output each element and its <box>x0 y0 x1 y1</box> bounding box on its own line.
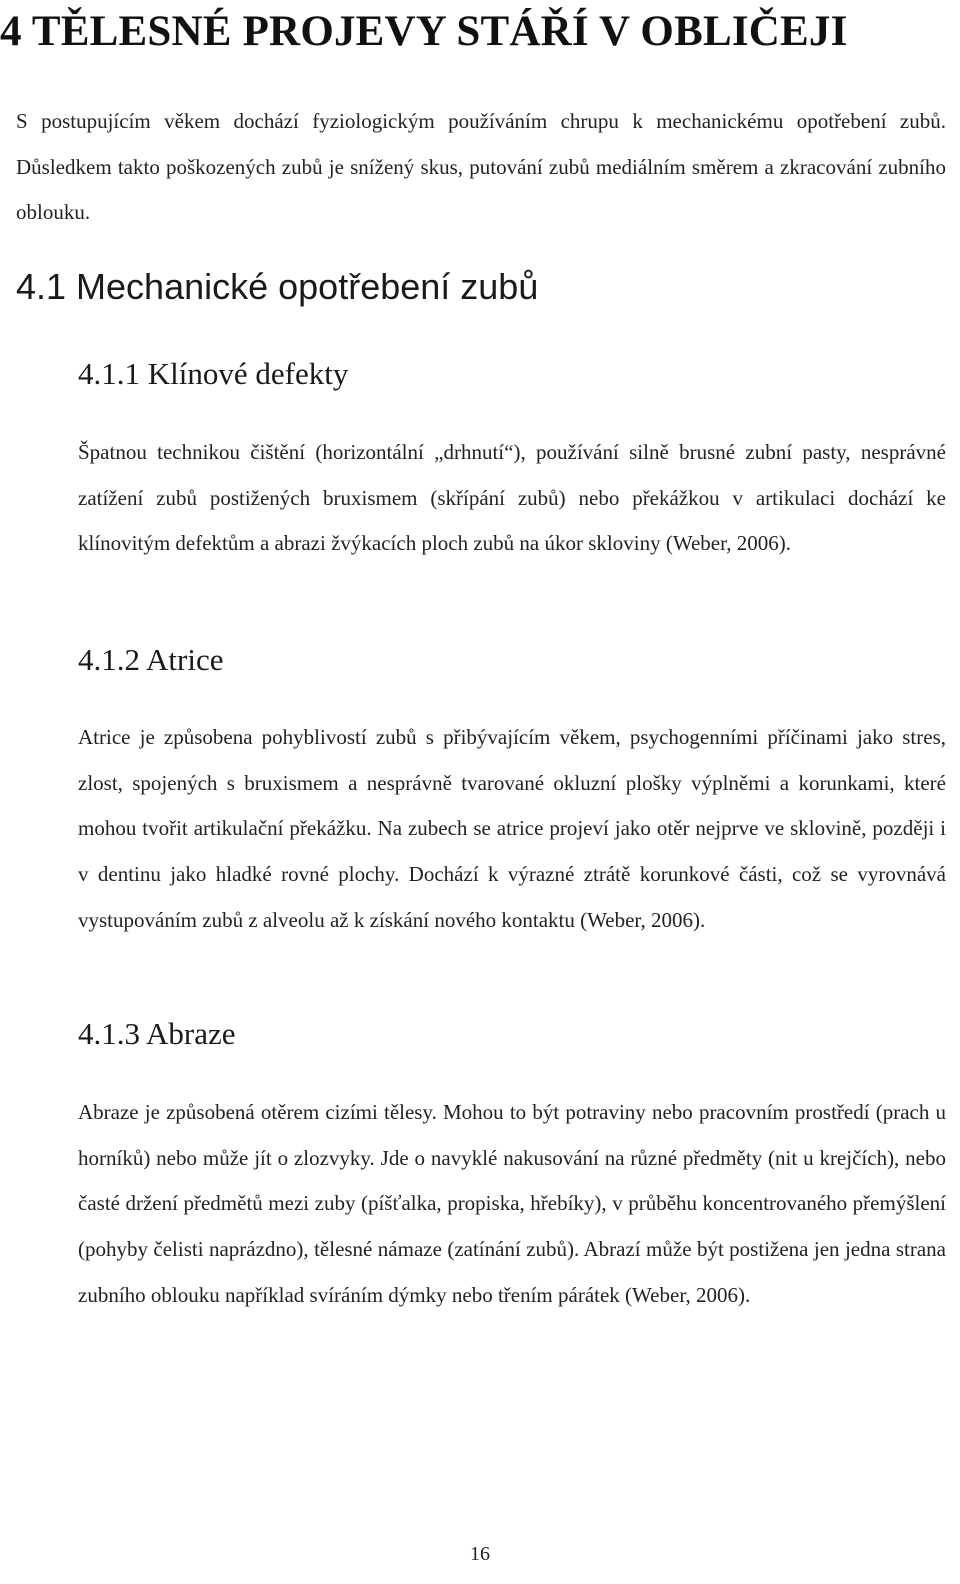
subsection-title-abraze: 4.1.3 Abraze <box>78 1016 236 1051</box>
page-number: 16 <box>470 1543 490 1565</box>
paragraph-abraze: Abraze je způsobená otěrem cizími tělesy. Mohou to být potraviny nebo pracovním prostředí (prach u horníků) nebo může jít o zlozvyky. Jde o navyklé nakusování na různé předměty (nit u krejčích), nebo časté držení předmětů mezi zuby (píšťalka, propiska, hřebíky), v průběhu koncentrovaného přemýšlení (pohyby čelisti naprázdno), tělesné námaze (zatínání zubů). Abrazí může být postižena jen jedna strana zubního oblouku například svíráním dýmky nebo třením párátek (Weber, 2006). <box>78 1100 946 1307</box>
chapter-title: 4 TĚLESNÉ PROJEVY STÁŘÍ V OBLIČEJI <box>0 8 848 55</box>
paragraph-klinove-defekty: Špatnou technikou čištění (horizontální „drhnutí“), používání silně brusné zubní pasty, nesprávné zatížení zubů postižených bruxismem (skřípání zubů) nebo překážkou v artikulaci dochází ke klínovitým defektům a abrazi žvýkacích ploch zubů na úkor skloviny (Weber, 2006). <box>78 440 946 556</box>
section-title: 4.1 Mechanické opotřebení zubů <box>16 266 539 307</box>
subsection-title-atrice: 4.1.2 Atrice <box>78 642 224 677</box>
chapter-intro-paragraph: S postupujícím věkem dochází fyziologickým používáním chrupu k mechanickému opotřebení zubů. Důsledkem takto poškozených zubů je snížený skus, putování zubů mediálním směrem a zkracování zubního oblouku. <box>16 109 946 225</box>
paragraph-atrice: Atrice je způsobena pohyblivostí zubů s přibývajícím věkem, psychogenními příčinami jako stres, zlost, spojených s bruxismem a nesprávně tvarované okluzní plošky výplněmi a korunkami, které mohou tvořit artikulační překážku. Na zubech se atrice projeví jako otěr nejprve ve sklovině, později i v dentinu jako hladké rovné plochy. Dochází k výrazné ztrátě korunkové části, což se vyrovnává vystupováním zubů z alveolu až k získání nového kontaktu (Weber, 2006). <box>78 725 946 932</box>
subsection-title-klinove-defekty: 4.1.1 Klínové defekty <box>78 356 349 391</box>
